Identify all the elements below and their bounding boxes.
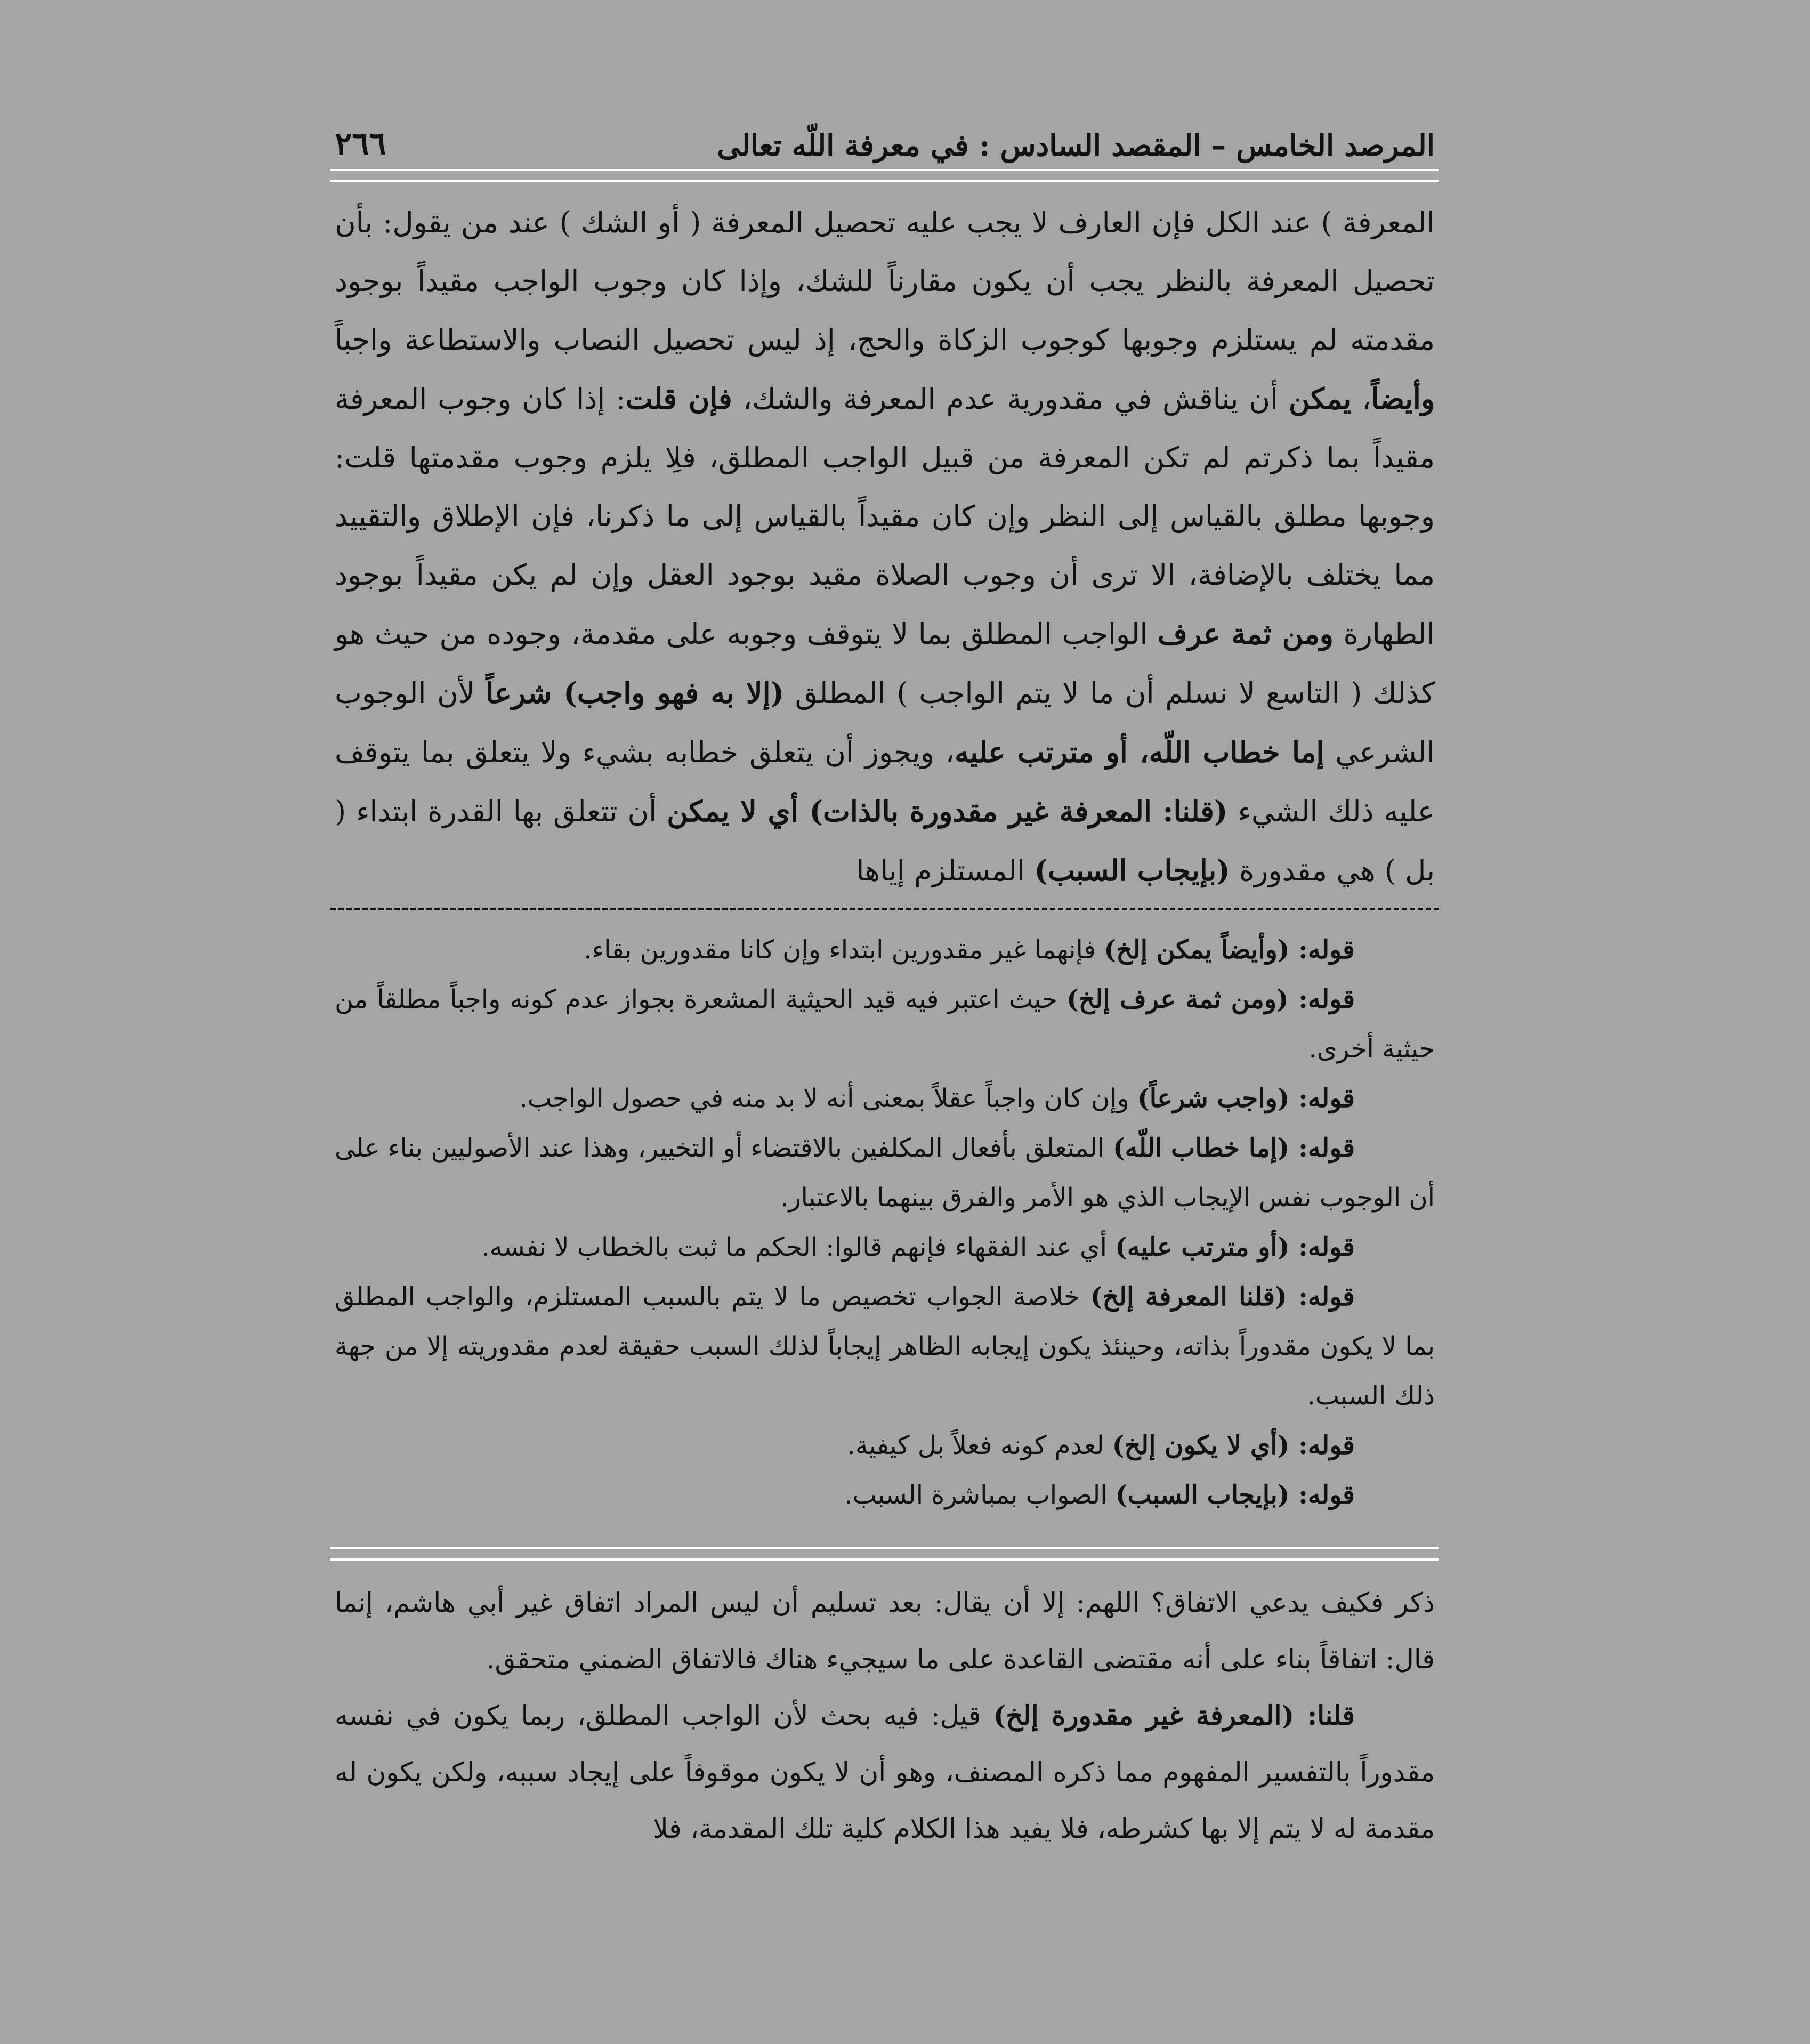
gloss-label: قوله xyxy=(1307,935,1355,965)
main-text-run: (إلا به فهو واجب) شرعاً xyxy=(486,676,785,710)
gloss-entry xyxy=(335,925,1435,975)
gloss-label: قوله xyxy=(1307,1431,1355,1460)
gloss-label: قوله xyxy=(1307,1480,1355,1510)
gloss-entry xyxy=(335,1124,1435,1223)
main-text-run: ومن ثمة عرف xyxy=(1158,617,1334,651)
main-text-run: إما خطاب اللّه، أو مترتب عليه xyxy=(955,735,1324,769)
main-text-run: المستلزم إياها xyxy=(856,854,1035,887)
page-number: ٢٦٦ xyxy=(335,125,386,163)
gloss-label: قوله xyxy=(1307,1232,1355,1262)
gloss-quote: : (بإيجاب السبب) xyxy=(1115,1480,1308,1510)
main-text-run: أن تتعلق بها القدرة ابتداء ( بل ) هي مقدورة xyxy=(335,795,1435,887)
main-text-run: : إذا كان وجوب المعرفة مقيداً بما ذكرتم لم تكن المعرفة من قبيل الواجب المطلق، فلِا يلزم وجوب مقدمتها قلت: وجوبها مطلق بالقياس إلى النظر وإن كان مقيداً بالقياس إلى ما ذكرنا، فإن الإطلاق والتقييد مما يختلف بالإضافة، الا ترى أن وجوب الصلاة مقيد بوجود العقل وإن لم يكن مقيداً بوجود الطهارة xyxy=(335,382,1435,651)
gloss-text: الصواب بمباشرة السبب. xyxy=(844,1480,1116,1510)
gloss-entry xyxy=(335,1074,1435,1124)
gloss-text: المتعلق بأفعال المكلفين بالاقتضاء أو التخيير، وهذا عند الأصوليين بناء على أن الوجوب نفس الإيجاب الذي هو الأمر والفرق بينهما بالاعتبار. xyxy=(335,1133,1435,1213)
main-text-run: فإن قلت xyxy=(625,382,732,416)
gloss-quote: : (وأيضاً يمكن إلخ) xyxy=(1104,935,1308,965)
main-text-run: المعرفة ) عند الكل فإن العارف لا يجب عليه تحصيل المعرفة ( أو الشك ) عند من يقول: بأن تحصيل المعرفة بالنظر يجب أن يكون مقارناً للشك، وإذا كان وجوب الواجب مقيداً بوجود مقدمته لم يستلزم وجوبها كوجوب الزكاة والحج، إذ ليس تحصيل النصاب والاستطاعة واجباً xyxy=(335,206,1435,357)
gloss-quote: : (إما خطاب اللّه) xyxy=(1112,1133,1308,1163)
main-text-run: وأيضاً xyxy=(1371,382,1435,416)
bottom-paragraph-2-label: قلنا: (المعرفة غير مقدورة إلخ) xyxy=(993,1700,1355,1731)
gloss-entry xyxy=(335,1421,1435,1471)
book-page xyxy=(330,101,1439,1935)
main-text-run: لأن الوجوب الشرعي xyxy=(335,676,1435,769)
running-title: المرصد الخامس – المقصد السادس : في معرفة اللّه تعالى xyxy=(717,128,1435,163)
gloss-label: قوله xyxy=(1307,1282,1355,1312)
main-text-run: ، ويجوز أن يتعلق خطابه بشيء ولا يتعلق بما يتوقف عليه ذلك الشيء xyxy=(335,736,1435,828)
main-text-run: أن يناقش في مقدورية عدم المعرفة والشك، xyxy=(732,382,1289,416)
bottom-commentary xyxy=(330,1574,1439,1857)
gloss-label: قوله xyxy=(1307,984,1355,1014)
main-text-run: يمكن xyxy=(1289,382,1352,416)
main-text-run: (قلنا: المعرفة غير مقدورة بالذات) أي لا يمكن xyxy=(667,794,1228,828)
gloss-quote: : (ومن ثمة عرف إلخ) xyxy=(1066,984,1308,1014)
main-text-run: ، xyxy=(1351,382,1371,416)
gloss-text: خلاصة الجواب تخصيص ما لا يتم بالسبب المستلزم، والواجب المطلق بما لا يكون مقدوراً بذاته، وحينئذ يكون إيجابه الظاهر إيجاباً لذلك السبب حقيقة لعدم مقدوريته إلا من جهة ذلك السبب. xyxy=(335,1282,1435,1411)
page-header xyxy=(330,101,1439,169)
main-text-run: الواجب المطلق بما لا يتوقف وجوبه على مقدمة، وجوده من حيث هو كذلك ( التاسع لا نسلم أن ما لا يتم الواجب ) المطلق xyxy=(335,617,1435,710)
main-text-run: (بإيجاب السبب) xyxy=(1034,853,1230,887)
gloss-text: أي عند الفقهاء فإنهم قالوا: الحكم ما ثبت بالخطاب لا نفسه. xyxy=(481,1232,1116,1262)
gloss-entry xyxy=(335,1471,1435,1520)
gloss-label: قوله xyxy=(1307,1084,1355,1113)
main-text xyxy=(330,193,1439,900)
bottom-rule xyxy=(330,1547,1439,1561)
header-rule xyxy=(330,169,1439,182)
bottom-paragraph-1: ذكر فكيف يدعي الاتفاق؟ اللهم: إلا أن يقال: بعد تسليم أن ليس المراد اتفاق غير أبي هاشم، إنما قال: اتفاقاً بناء على أنه مقتضى القاعدة على ما سيجيء هناك فالاتفاق الضمني متحقق. xyxy=(335,1587,1435,1675)
gloss-entry xyxy=(335,1223,1435,1272)
gloss-text: فإنهما غير مقدورين ابتداء وإن كانا مقدورين بقاء. xyxy=(584,935,1104,965)
gloss-block xyxy=(330,925,1439,1520)
bottom-paragraph-2-text: قيل: فيه بحث لأن الواجب المطلق، ربما يكون في نفسه مقدوراً بالتفسير المفهوم مما ذكره المصنف، وهو أن لا يكون موقوفاً على إيجاد سببه، ولكن يكون له مقدمة له لا يتم إلا بها كشرطه، فلا يفيد هذا الكلام كلية تلك المقدمة، فلا xyxy=(335,1700,1435,1844)
gloss-entry xyxy=(335,975,1435,1074)
gloss-quote: : (واجب شرعاً) xyxy=(1137,1084,1308,1113)
gloss-entry xyxy=(335,1272,1435,1421)
gloss-quote: : (أي لا يكون إلخ) xyxy=(1112,1431,1308,1460)
gloss-text: وإن كان واجباً عقلاً بمعنى أنه لا بد منه في حصول الواجب. xyxy=(519,1084,1138,1113)
bottom-paragraph-2 xyxy=(335,1687,1435,1857)
gloss-text: لعدم كونه فعلاً بل كيفية. xyxy=(847,1431,1112,1460)
gloss-text: حيث اعتبر فيه قيد الحيثية المشعرة بجواز عدم كونه واجباً مطلقاً من حيثية أخرى. xyxy=(335,984,1435,1064)
gloss-quote: : (أو مترتب عليه) xyxy=(1115,1232,1308,1262)
gloss-label: قوله xyxy=(1307,1133,1355,1163)
footnote-divider xyxy=(330,908,1439,910)
gloss-quote: : (قلنا المعرفة إلخ) xyxy=(1090,1282,1308,1312)
